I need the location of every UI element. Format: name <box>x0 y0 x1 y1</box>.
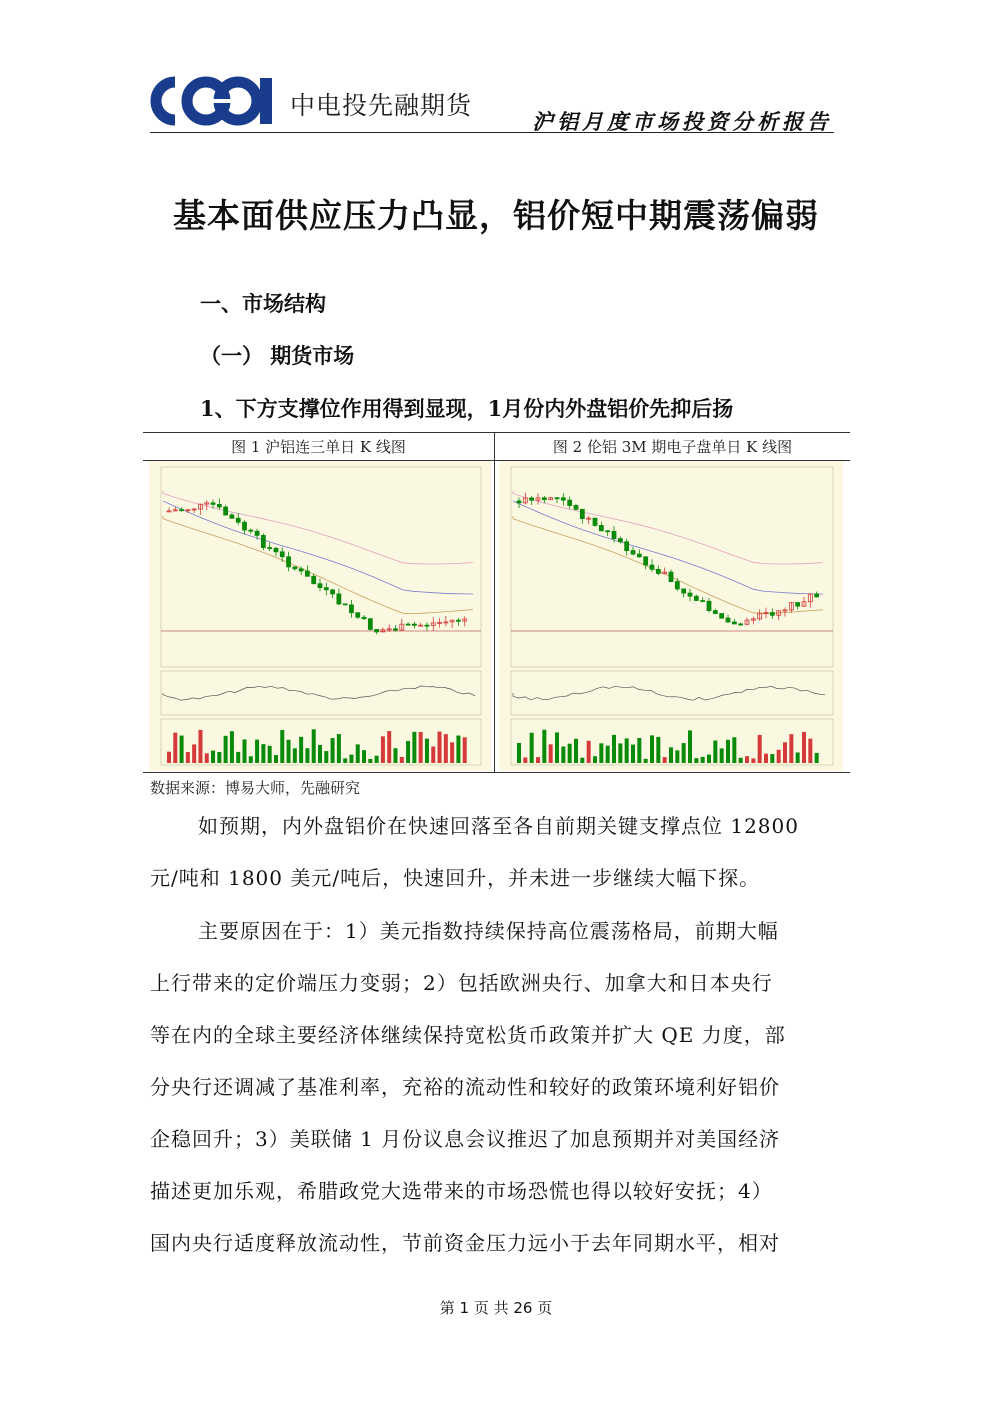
candle-body <box>287 557 291 567</box>
volume-bar <box>375 756 379 763</box>
volume-bar <box>593 756 597 763</box>
volume-bar <box>713 740 717 763</box>
volume-bar <box>450 742 454 763</box>
candle-body <box>796 603 800 607</box>
volume-bar <box>255 740 259 763</box>
volume-bar <box>536 757 540 763</box>
volume-bar <box>312 729 316 763</box>
candle-body <box>593 518 597 525</box>
volume-bar <box>211 751 215 763</box>
volume-bar <box>293 748 297 763</box>
volume-bar <box>675 750 679 763</box>
paragraph-line: 分央行还调减了基准利率，充裕的流动性和较好的政策环境利好铝价 <box>150 1075 780 1099</box>
page-header <box>150 72 834 132</box>
indicator-panel-frame <box>161 671 481 715</box>
moving-average-line <box>163 491 473 564</box>
candle-body <box>682 589 686 593</box>
candle-body <box>318 584 322 588</box>
volume-bar <box>261 744 265 763</box>
candle-body <box>599 525 603 530</box>
volume-bar <box>726 740 730 763</box>
volume-bar <box>167 752 171 763</box>
volume-bar <box>542 730 546 763</box>
candle-body <box>274 548 278 551</box>
volume-bar <box>745 756 749 763</box>
candle-body <box>224 507 228 515</box>
candle-body <box>574 506 578 510</box>
candle-body <box>349 605 353 613</box>
volume-bar <box>438 732 442 763</box>
candle-body <box>236 518 240 522</box>
candle-body <box>701 600 705 601</box>
candle-body <box>675 582 679 589</box>
candle-body <box>425 625 429 626</box>
volume-bar <box>789 734 793 763</box>
candle-body <box>612 531 616 538</box>
volume-bar <box>555 732 559 763</box>
volume-bar <box>694 758 698 763</box>
volume-bar <box>381 736 385 763</box>
candle-body <box>530 498 534 500</box>
page-footer: 第 1 页 共 26 页 <box>439 1299 553 1317</box>
paragraph-line: 等在内的全球主要经济体继续保持宽松货币政策并扩大 QE 力度，部 <box>150 1023 786 1047</box>
volume-bar <box>368 759 372 763</box>
volume-bar <box>217 752 221 763</box>
price-panel-frame <box>511 467 833 667</box>
volume-bar <box>349 755 353 763</box>
volume-bar <box>530 733 534 763</box>
volume-bar <box>456 736 460 763</box>
shfe-aluminum-kline-chart <box>149 461 491 771</box>
volume-bar <box>324 751 328 763</box>
volume-bar <box>580 758 584 763</box>
volume-bar <box>644 759 648 763</box>
volume-bar <box>808 739 812 763</box>
candle-body <box>299 569 303 571</box>
volume-bar <box>770 754 774 763</box>
candle-body <box>644 557 648 565</box>
volume-bar <box>287 740 291 763</box>
candle-body <box>517 501 521 503</box>
candle-body <box>770 613 774 616</box>
volume-bar <box>249 756 253 763</box>
paragraph-line: 企稳回升；3）美联储 1 月份议息会议推迟了加息预期并对美国经济 <box>150 1127 781 1151</box>
candle-body <box>732 622 736 624</box>
volume-bar <box>268 746 272 763</box>
candle-body <box>280 552 284 557</box>
volume-bar <box>587 741 591 763</box>
volume-bar <box>205 753 209 763</box>
candle-body <box>362 617 366 618</box>
moving-average-line <box>513 516 823 614</box>
volume-bar <box>650 735 654 763</box>
candle-body <box>243 522 247 530</box>
price-panel-frame <box>161 467 481 667</box>
page-title: 基本面供应压力凸显，铝价短中期震荡偏弱 <box>173 196 819 235</box>
candle-body <box>739 624 743 625</box>
candle-body <box>406 624 410 625</box>
volume-bar <box>431 747 435 763</box>
data-source-note: 数据来源：博易大师，先融研究 <box>150 779 361 797</box>
moving-average-line <box>163 516 473 614</box>
volume-bar <box>362 750 366 763</box>
volume-bar <box>280 730 284 763</box>
volume-bar <box>173 733 177 763</box>
candle-body <box>580 509 584 518</box>
topic-heading: 1、下方支撑位作用得到显现，1月份内外盘铝价先抑后扬 <box>200 396 734 421</box>
volume-bar <box>688 730 692 763</box>
volume-bar <box>343 758 347 763</box>
volume-bar <box>574 739 578 763</box>
candle-body <box>180 510 184 511</box>
volume-bar <box>236 752 240 763</box>
volume-bar <box>406 741 410 763</box>
candle-body <box>293 567 297 569</box>
volume-bar <box>599 743 603 763</box>
figure-1-caption: 图 1 沪铝连三单日 K 线图 <box>231 438 406 456</box>
volume-bar <box>463 737 467 763</box>
volume-bar <box>758 735 762 763</box>
paragraph-line: 上行带来的定价端压力变弱；2）包括欧洲央行、加拿大和日本央行 <box>150 971 773 995</box>
candle-body <box>815 594 819 597</box>
candle-body <box>331 590 335 594</box>
figure-table <box>143 432 850 773</box>
volume-bar <box>618 743 622 763</box>
volume-bar <box>561 747 565 763</box>
candle-body <box>356 613 360 618</box>
volume-bar <box>625 738 629 763</box>
candle-body <box>230 515 234 518</box>
candle-body <box>561 498 565 500</box>
candle-body <box>688 593 692 596</box>
volume-bar <box>400 757 404 763</box>
candle-body <box>568 500 572 505</box>
volume-bar <box>751 758 755 763</box>
volume-bar <box>243 739 247 763</box>
candle-body <box>669 572 673 582</box>
figure-column-divider <box>494 433 495 772</box>
volume-bar <box>783 742 787 763</box>
header-divider <box>150 132 834 133</box>
volume-bar <box>230 731 234 763</box>
candle-body <box>456 620 460 621</box>
volume-bar <box>739 758 743 763</box>
volume-bar <box>815 753 819 763</box>
candle-body <box>542 498 546 500</box>
paragraph-line: 国内央行适度释放流动性，节前资金压力远小于去年同期水平，相对 <box>150 1231 780 1255</box>
paragraph-line: 如预期，内外盘铝价在快速回落至各自前期关键支撑点位 12800 <box>198 814 799 838</box>
volume-bar <box>419 732 423 763</box>
candle-body <box>650 565 654 569</box>
indicator-panel-frame <box>511 671 833 715</box>
figure-2-caption: 图 2 伦铝 3M 期电子盘单日 K 线图 <box>552 438 793 456</box>
volume-bar <box>707 755 711 763</box>
paragraph-line: 主要原因在于：1）美元指数持续保持高位震荡格局，前期大幅 <box>198 919 779 943</box>
paragraph-line: 描述更加乐观，希腊政党大选带来的市场恐慌也得以较好安抚；4） <box>150 1179 773 1203</box>
candle-body <box>694 596 698 600</box>
moving-average-line <box>513 491 823 564</box>
candle-body <box>343 604 347 605</box>
volume-bar <box>764 754 768 763</box>
candle-body <box>726 618 730 622</box>
volume-bar <box>720 748 724 763</box>
volume-bar <box>606 746 610 763</box>
volume-bar <box>777 750 781 763</box>
volume-bar <box>331 738 335 763</box>
volume-bar <box>192 744 196 763</box>
volume-bar <box>337 734 341 763</box>
volume-bar <box>612 735 616 763</box>
candle-body <box>394 629 398 630</box>
paragraph-2 <box>150 905 842 1269</box>
candle-body <box>368 619 372 630</box>
volume-bar <box>796 752 800 763</box>
candle-body <box>268 548 272 549</box>
candle-body <box>555 498 559 499</box>
volume-bar <box>224 736 228 763</box>
volume-bar <box>387 731 391 763</box>
candle-body <box>618 539 622 542</box>
candle-body <box>255 531 259 535</box>
candle-body <box>305 571 309 576</box>
candle-body <box>211 503 215 505</box>
candle-body <box>625 542 629 551</box>
report-name: 沪铝月度市场投资分析报告 <box>532 109 832 134</box>
volume-bar <box>523 757 527 763</box>
volume-bar <box>682 743 686 763</box>
candle-body <box>324 588 328 590</box>
candle-body <box>337 594 341 604</box>
candle-body <box>707 601 711 610</box>
paragraph-line: 元/吨和 1800 美元/吨后，快速回升，并未进一步继续大幅下探。 <box>150 866 761 890</box>
volume-bar <box>444 734 448 763</box>
candle-body <box>631 551 635 554</box>
volume-bar <box>356 744 360 763</box>
section-heading: 一、市场结构 <box>200 291 326 316</box>
volume-bar <box>669 747 673 763</box>
volume-bar <box>425 739 429 763</box>
volume-bar <box>318 745 322 763</box>
candle-body <box>713 611 717 614</box>
company-logo <box>150 74 275 128</box>
volume-bar <box>663 757 667 763</box>
oscillator-line <box>163 686 475 700</box>
candle-body <box>656 569 660 573</box>
volume-bar <box>198 730 202 763</box>
candle-body <box>217 504 221 507</box>
volume-bar <box>186 752 190 763</box>
company-name: 中电投先融期货 <box>290 91 473 120</box>
volume-bar <box>394 748 398 763</box>
candle-body <box>249 530 253 531</box>
volume-bar <box>637 738 641 763</box>
candle-body <box>261 535 265 547</box>
volume-bar <box>656 737 660 763</box>
candle-body <box>412 624 416 625</box>
volume-bar <box>299 737 303 763</box>
volume-bar <box>701 757 705 763</box>
moving-average-line <box>513 501 823 594</box>
candle-body <box>720 614 724 619</box>
volume-bar <box>274 755 278 763</box>
volume-bar <box>568 744 572 763</box>
kline-chart-1 <box>149 461 491 771</box>
volume-bar <box>802 732 806 763</box>
kline-chart-2 <box>499 461 843 771</box>
volume-bar <box>517 743 521 763</box>
moving-average-line <box>163 501 473 594</box>
volume-bar <box>305 748 309 763</box>
candle-body <box>312 576 316 583</box>
subsection-heading: （一） 期货市场 <box>200 343 355 368</box>
volume-bar <box>631 745 635 763</box>
lme-aluminum-kline-chart <box>499 461 843 771</box>
volume-bar <box>412 732 416 763</box>
volume-bar <box>549 744 553 763</box>
oscillator-line <box>513 686 825 700</box>
volume-bar <box>732 737 736 763</box>
candle-body <box>375 629 379 631</box>
candle-body <box>606 531 610 532</box>
candle-body <box>637 554 641 557</box>
paragraph-1 <box>150 800 842 904</box>
volume-bar <box>180 736 184 763</box>
